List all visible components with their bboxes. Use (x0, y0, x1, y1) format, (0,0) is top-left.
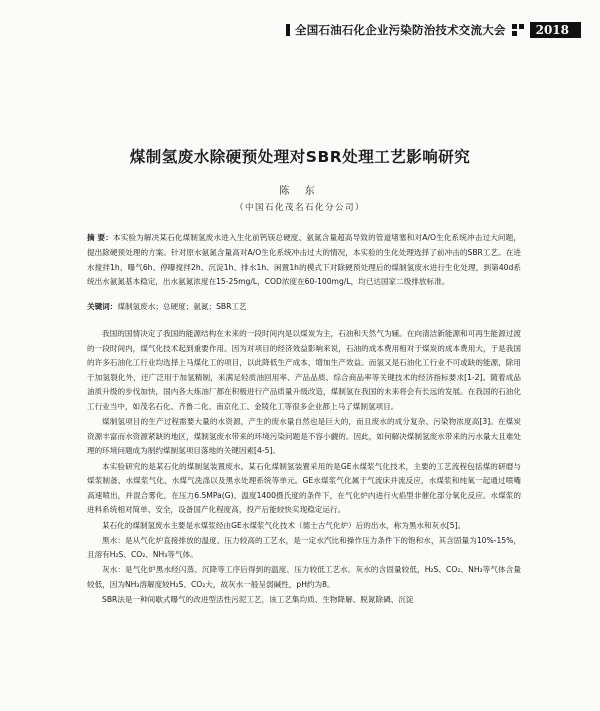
paper-title: 煤制氢废水除硬预处理对SBR处理工艺影响研究 (129, 148, 471, 166)
abstract-label: 摘 要： (87, 233, 113, 242)
body-paragraph: 某石化的煤制氢废水主要是水煤浆经由GE水煤浆气化技术（德士古气化炉）后的出水，称为黑水和灰水[5]。 (102, 520, 466, 530)
body-paragraph: 黑水：是从气化炉直接排放的温度、压力较高的工艺水，是一定水汽比和操作压力条件下的饱和水，其含固量为10%-15%，且溶有H₂S、CO₂、NH₃等气体。 (87, 535, 521, 560)
abstract-text: 本实验为解决某石化煤制氢废水进入生化前钙镁总硬度、氨氮含量超高导致的管道堵塞和对A/O生化系统冲击过大问题，提出除硬预处理的方案。针对原水氨氮含量高对A/O生化系统冲击过大的情况，本实验的生化处理选择了前冲击的SBR工艺。在进水搅拌1h、曝气6h、停曝搅拌2h、沉淀1h、排水1h、闲置1h的模式下对除硬预处理后的煤制氢废水进行生化处理，到第40d系统出水氨氮基本稳定，出水氨氮浓度在15-25mg/L，COD浓度在60-100mg/L，均已达国家二级排放标准。 (87, 233, 521, 287)
conference-name: 全国石油石化企业污染防治技术交流大会 (295, 23, 506, 37)
keywords-label: 关键词： (87, 302, 118, 311)
keywords (87, 301, 521, 313)
body-paragraph: 灰水：是气化炉黑水经闪蒸、沉降等工序后得到的温度、压力较低工艺水。灰水的含固量较低，H₂S、CO₂、NH₃等气体含量较低，因为NH₃溶解度较H₂S、CO₂大，故灰水一般呈弱碱性，pH约为8。 (87, 565, 521, 590)
body-paragraph: 煤制氢项目的生产过程需要大量的水资源，产生的废水量自然也是巨大的，而且废水的成分复杂、污染物浓度高[3]。在煤炭资源丰富而水资源紧缺的地区，煤制氢废水带来的环境污染问题是不容小觑的。因此，如何解决煤制氢废水带来的污水量大且难处理的环境问题成为制约煤制氢项目落地的关键因素[4-5]。 (87, 417, 521, 456)
body-text (87, 327, 521, 608)
conference-year: 2018 (530, 22, 581, 38)
abstract (87, 231, 521, 290)
author-affiliation: （中国石化茂名石化分公司） (234, 203, 365, 213)
author-name: 陈 东 (279, 186, 321, 197)
running-header (286, 20, 581, 40)
body-paragraph: 我国的国情决定了我国的能源结构在未来的一段时间内是以煤炭为主，石油和天然气为辅。在向清洁新能源和可再生能源过渡的一段时间内，煤气化技术起到重要作用。因为对项目的经济效益影响来说，石油的成本费用相对于煤炭的成本费用大，于是我国的许多石油化工行业均选择上马煤化工的项目，以此降低生产成本，增加生产效益。而氢又是石油化工行业不可或缺的能源，除用于加氢裂化外，还广泛用于加氢精制，来满足轻质油回用率、产品品质、综合商品率等关键技术的经济指标要求[1-2]。随着成品油质升级的步伐加快，国内各大炼油厂都在积极进行产品质量升级改造，煤制氢在我国的未来将会有长远的发展。在我国的石油化工行业当中，如茂名石化、齐鲁二化、南京化工、金陵化工等很多企业都上马了煤制氢项目。 (87, 329, 521, 411)
keywords-text: 煤制氢废水；总硬度；氨氮；SBR工艺 (117, 302, 247, 311)
header-bar-mark (286, 24, 290, 36)
header-squares-icon (512, 24, 524, 36)
body-paragraph: 本实验研究的是某石化的煤制氢装置废水。某石化煤制氢装置采用的是GE水煤浆气化技术，主要的工艺流程包括煤的研磨与煤浆制备、水煤浆气化、水煤气洗涤以及黑水处理系统等单元。GE水煤浆气化属于气流床并流反应，水煤浆和纯氧一起通过喷嘴高速喷出，并混合雾化，在压力6.5MPa(G)、温度1400摄氏度的条件下，在气化炉内进行火焰型非催化部分氧化反应。水煤浆的进料系统相对简单、安全，设备国产化程度高，投产后能较快实现稳定运行。 (87, 461, 521, 515)
body-paragraph: SBR法是一种间歇式曝气的改进型活性污泥工艺，该工艺集均质、生物降解、脱氮除磷、沉淀 (102, 595, 414, 605)
